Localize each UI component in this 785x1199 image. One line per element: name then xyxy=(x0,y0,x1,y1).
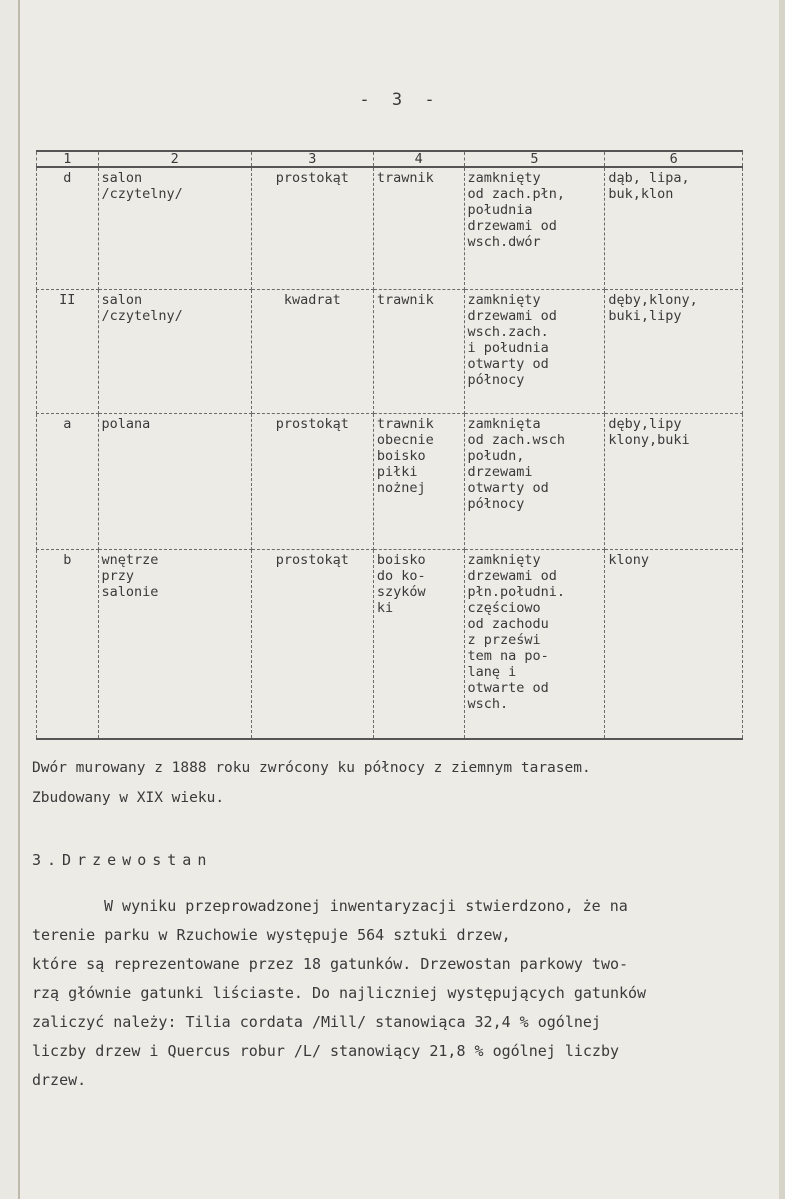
section-title: 3.Drzewostan xyxy=(32,851,213,869)
table-header-row xyxy=(37,151,743,167)
paragraph-line: zaliczyć należy: Tilia cordata /Mill/ stanowiąca 32,4 % ogólnej xyxy=(32,1013,601,1031)
table-cell: boisko do ko- szyków ki xyxy=(373,549,464,739)
column-header: 5 xyxy=(464,151,605,167)
table-cell: b xyxy=(37,549,99,739)
table-cell: wnętrze przy salonie xyxy=(98,549,251,739)
column-header: 3 xyxy=(251,151,373,167)
table-cell: prostokąt xyxy=(251,549,373,739)
table-row xyxy=(37,413,743,549)
table-cell: prostokąt xyxy=(251,167,373,289)
page-number: - 3 - xyxy=(359,90,441,110)
table-cell: salon /czytelny/ xyxy=(98,167,251,289)
table-cell: zamknięty drzewami od wsch.zach. i południa otwarty od północy xyxy=(464,289,605,413)
paragraph-line: które są reprezentowane przez 18 gatunków. Drzewostan parkowy two- xyxy=(32,955,629,973)
note-line: Dwór murowany z 1888 roku zwrócony ku północy z ziemnym tarasem. xyxy=(32,760,591,776)
page-edge xyxy=(779,0,785,1199)
column-header: 6 xyxy=(605,151,743,167)
paragraph-line: rzą głównie gatunki liściaste. Do najliczniej występujących gatunków xyxy=(32,984,647,1002)
table-row xyxy=(37,167,743,289)
table-cell: dęby,lipy klony,buki xyxy=(605,413,743,549)
table-row xyxy=(37,289,743,413)
table-cell: zamknięta od zach.wsch połudn, drzewami otwarty od północy xyxy=(464,413,605,549)
paragraph-line: W wyniku przeprowadzonej inwentaryzacji stwierdzono, że na xyxy=(104,897,628,915)
table-cell: kwadrat xyxy=(251,289,373,413)
inventory-table xyxy=(36,150,743,740)
table-cell: dąb, lipa, buk,klon xyxy=(605,167,743,289)
note-line: Zbudowany w XIX wieku. xyxy=(32,790,225,806)
table-cell: salon /czytelny/ xyxy=(98,289,251,413)
table-cell: II xyxy=(37,289,99,413)
paragraph-line: liczby drzew i Quercus robur /L/ stanowiący 21,8 % ogólnej liczby xyxy=(32,1042,619,1060)
table-cell: a xyxy=(37,413,99,549)
table-cell: zamknięty od zach.płn, południa drzewami od wsch.dwór xyxy=(464,167,605,289)
table-cell: d xyxy=(37,167,99,289)
paragraph-line: terenie parku w Rzuchowie występuje 564 sztuki drzew, xyxy=(32,926,511,944)
table-cell: zamknięty drzewami od płn.południ. częściowo od zachodu z prześwi tem na po- lanę i otwarte od wsch. xyxy=(464,549,605,739)
column-header: 4 xyxy=(373,151,464,167)
table-cell: trawnik xyxy=(373,167,464,289)
table-row xyxy=(37,549,743,739)
table-cell: trawnik obecnie boisko piłki nożnej xyxy=(373,413,464,549)
table-cell: polana xyxy=(98,413,251,549)
column-header: 1 xyxy=(37,151,99,167)
table-cell: klony xyxy=(605,549,743,739)
body-paragraph xyxy=(32,892,762,1095)
paragraph-line: drzew. xyxy=(32,1071,87,1089)
table-cell: dęby,klony, buki,lipy xyxy=(605,289,743,413)
document-page xyxy=(18,0,780,1199)
column-header: 2 xyxy=(98,151,251,167)
table-cell: trawnik xyxy=(373,289,464,413)
table-cell: prostokąt xyxy=(251,413,373,549)
